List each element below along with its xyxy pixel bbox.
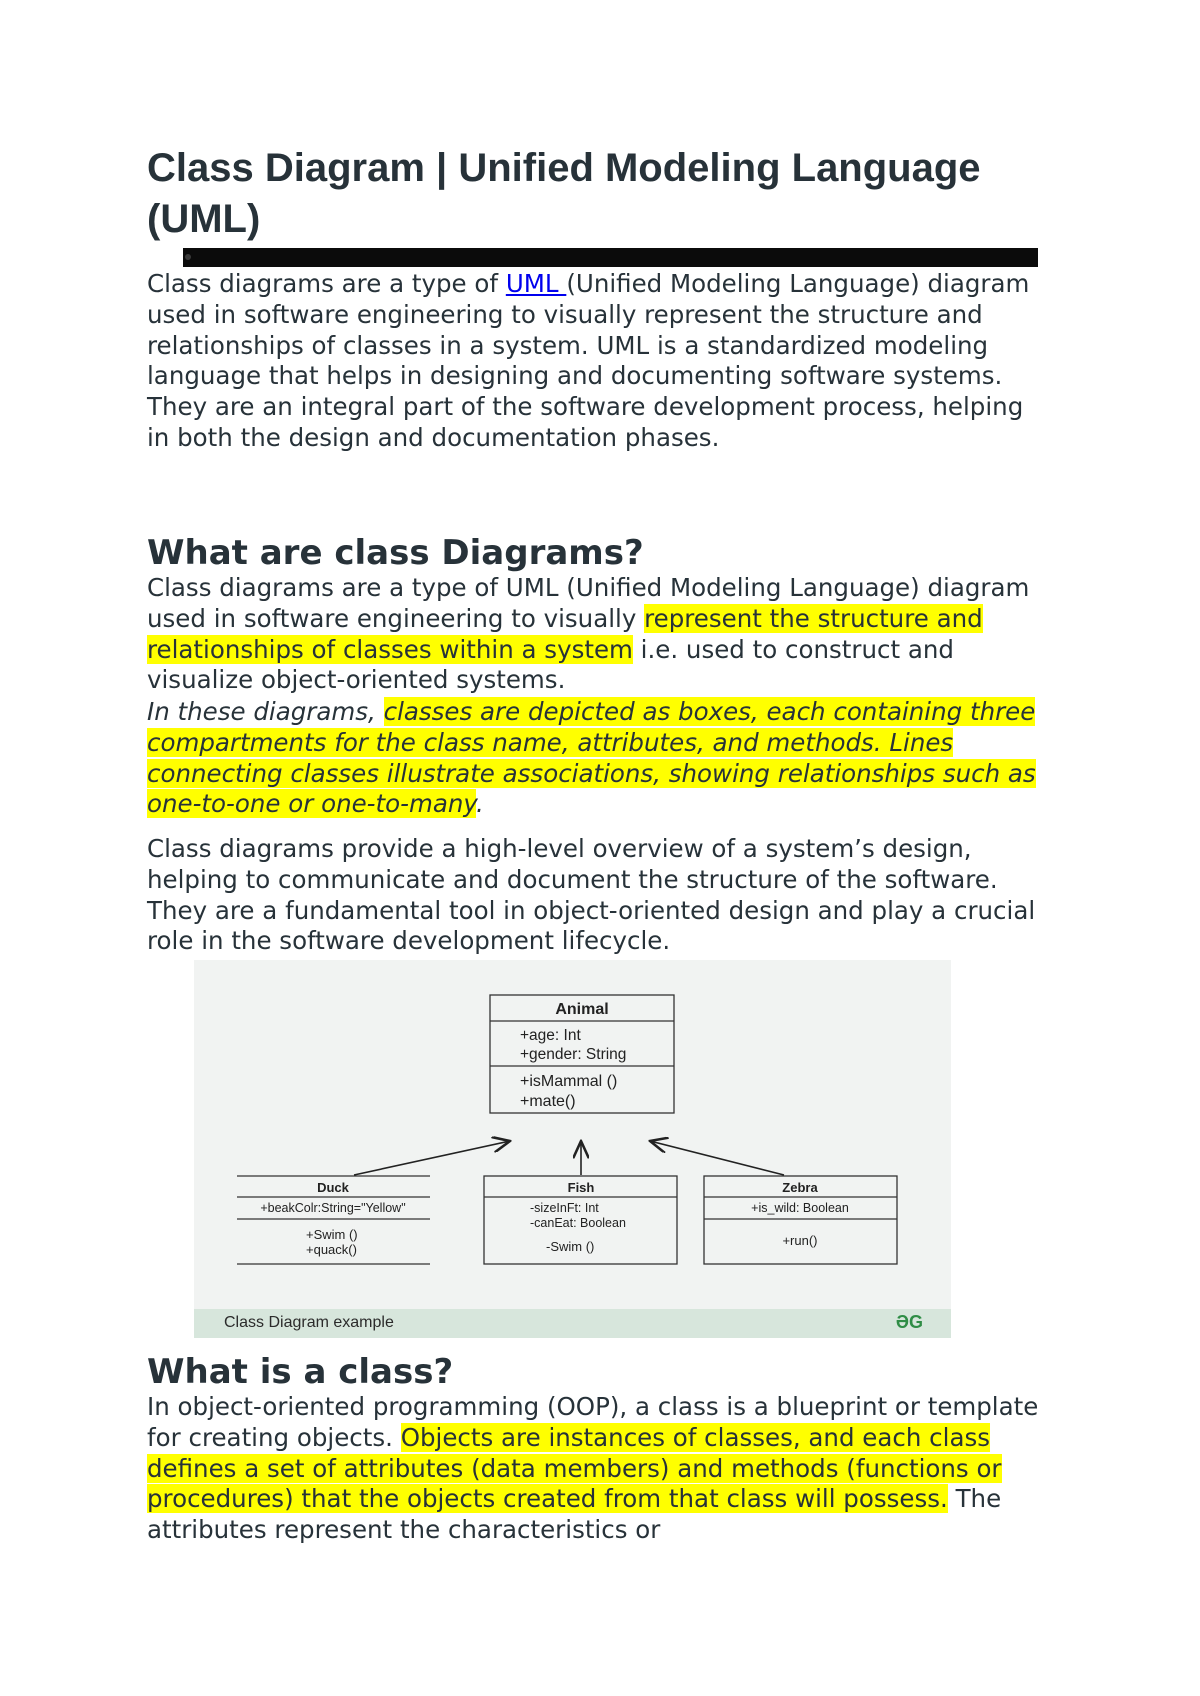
class-box-duck (237, 1176, 430, 1264)
animal-attr-gender: +gender: String (520, 1046, 627, 1063)
animal-name: Animal (555, 1001, 609, 1018)
duck-method-quack: +quack() (306, 1242, 357, 1257)
s2p1-highlight: Objects are instances of classes, and each class defines a set of attributes (data members) and methods (functions or procedures) that the objects created from that class will possess. (147, 1422, 1002, 1514)
animal-method-mate: +mate() (520, 1093, 576, 1110)
s1p1-text-a: Class diagrams are a type of UML (Unified Modeling Language) diagram used in software engineering to visually (147, 573, 1030, 633)
s1p1-text-b: i.e. used to construct and visualize object-oriented systems. (147, 634, 954, 695)
intro-text-b: (Unified Modeling Language) diagram used in software engineering to visually represent the structure and relationships of classes in a system. UML is a standardized modeling language that helps in designing and documenting software systems. They are an integral part of the software development process, helping in both the design and documentation phases. (147, 269, 1030, 452)
zebra-method-run: +run() (782, 1233, 818, 1248)
animal-attr-age: +age: Int (520, 1027, 581, 1044)
section2-paragraph-1 (147, 1392, 1047, 1546)
figure-caption-bar (194, 1309, 951, 1338)
s1p1-highlight: represent the structure and relationships of classes within a system (147, 603, 983, 664)
class-box-animal (490, 995, 674, 1113)
fish-method-swim: -Swim () (546, 1239, 595, 1254)
class-diagram-figure (194, 960, 951, 1338)
intro-text-a: Class diagrams are a type of (147, 269, 506, 298)
fish-name: Fish (567, 1180, 595, 1195)
zebra-attr-iswild: +is_wild: Boolean (751, 1201, 849, 1215)
s1p2-highlight: classes are depicted as boxes, each containing three compartments for the class name, attributes, and methods. Lines connecting classes illustrate associations, showing relationships such as one-to-one or one-to-many (147, 697, 1036, 819)
class-box-zebra (704, 1176, 897, 1264)
figure-caption: Class Diagram example (224, 1314, 394, 1331)
arrow-zebra-to-animal (650, 1141, 784, 1175)
uml-link[interactable]: UML (505, 269, 567, 298)
gfg-logo-icon: ƏG (895, 1312, 923, 1332)
section-heading-what-is-class: What is a class? (147, 1352, 454, 1392)
bullet-icon (185, 254, 191, 260)
animal-method-ismammal: +isMammal () (520, 1073, 618, 1090)
fish-attr-caneat: -canEat: Boolean (530, 1216, 626, 1230)
s2p1-text-b: The attributes represent the characteristics or (147, 1484, 1002, 1545)
section1-paragraph-3: Class diagrams provide a high-level overview of a system’s design, helping to communicate and document the structure of the software. They are a fundamental tool in object-oriented design and play a crucial role in the software development lifecycle. (147, 834, 1036, 956)
duck-attr-beakcolor: +beakColr:String="Yellow" (260, 1201, 406, 1215)
s1p2-text-a: In these diagrams, (147, 697, 384, 726)
section1-paragraph-1 (147, 573, 1047, 696)
zebra-name: Zebra (782, 1180, 818, 1195)
s1p2-text-b: . (475, 789, 484, 819)
arrow-duck-to-animal (354, 1141, 510, 1175)
title-rule (183, 248, 1038, 267)
s2p1-text-a: In object-oriented programming (OOP), a class is a blueprint or template for creating objects. (147, 1392, 1039, 1452)
intro-paragraph (147, 269, 1047, 454)
uml-diagram (194, 960, 951, 1310)
section-heading-class-diagrams: What are class Diagrams? (147, 533, 644, 573)
duck-name: Duck (317, 1180, 349, 1195)
fish-attr-size: -sizeInFt: Int (530, 1201, 599, 1215)
class-box-fish (484, 1176, 677, 1264)
section1-paragraph-2 (147, 697, 1047, 820)
page-title: Class Diagram | Unified Modeling Language (UML) (147, 146, 981, 241)
duck-method-swim: +Swim () (306, 1227, 358, 1242)
